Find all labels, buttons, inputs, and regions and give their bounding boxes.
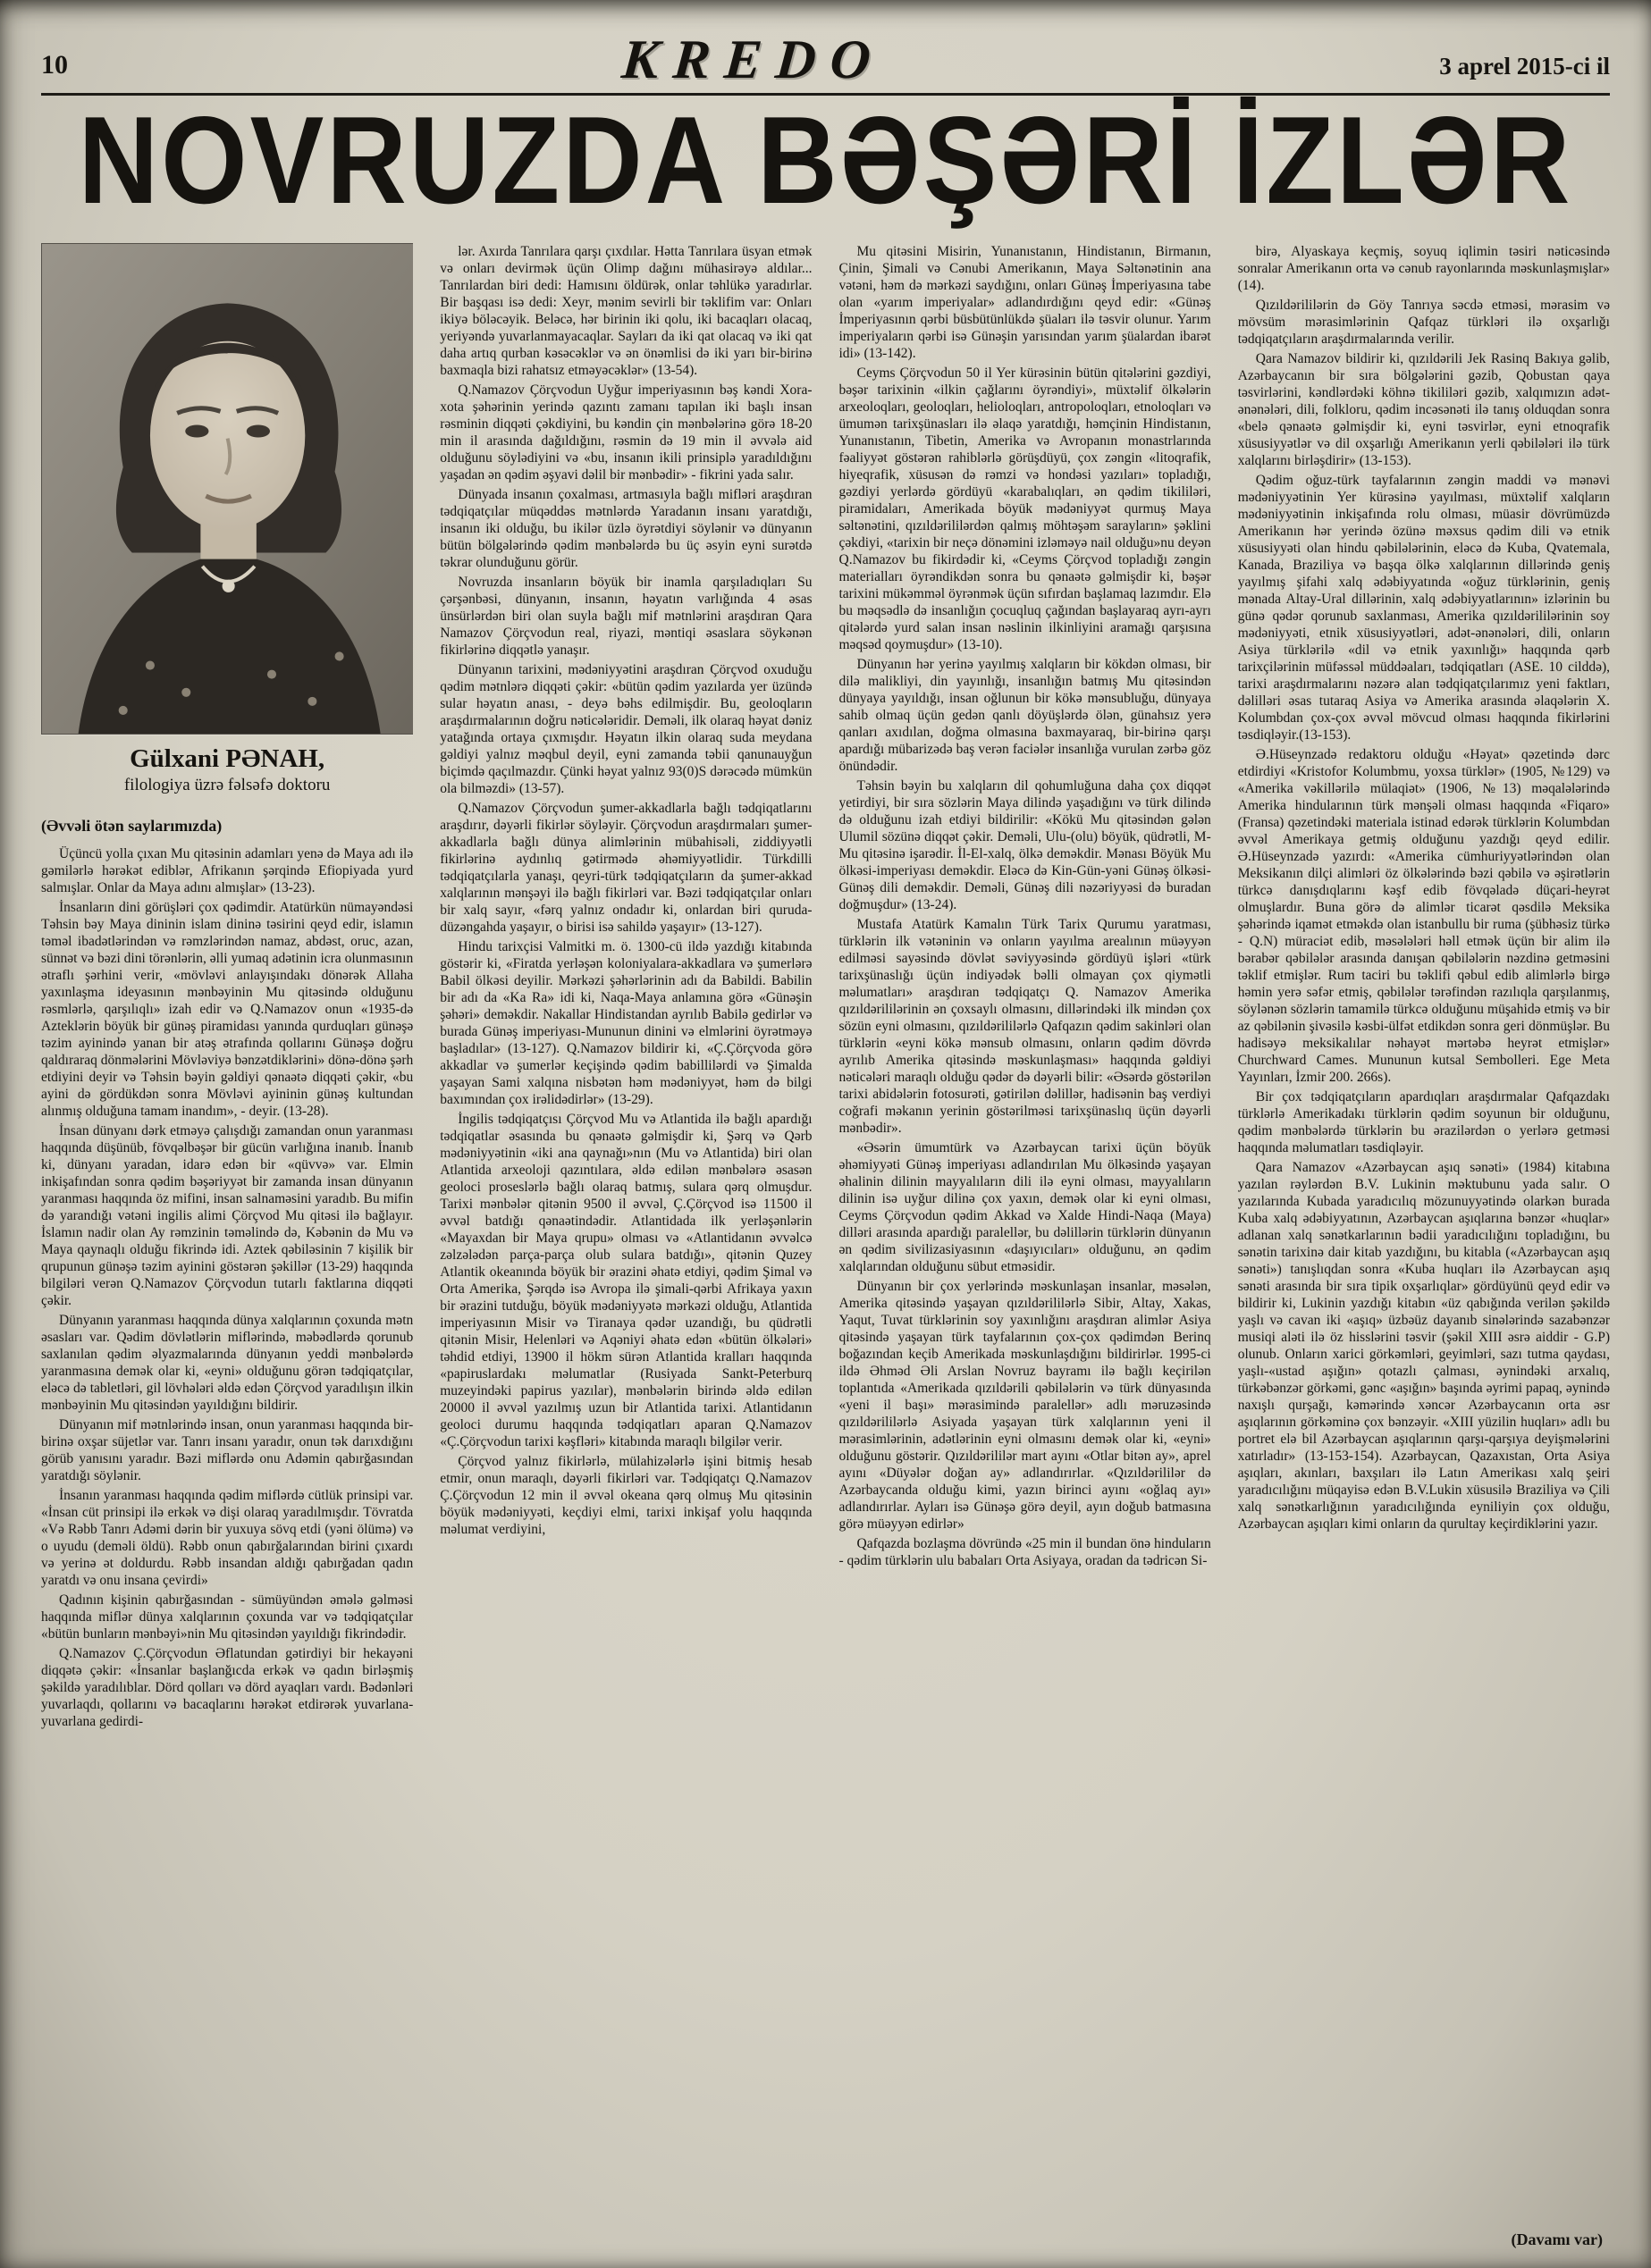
page-number: 10 — [41, 50, 68, 80]
article-paragraph: İngilis tədqiqatçısı Çörçvod Mu və Atlantida ilə bağlı apardığı tədqiqatlar əsasında bu qənaətə gəlmişdir ki, Şərq və Qərb mədəniyyətinin «iki ana qaynağı»nın (Mu və Atlantida) biri olan Atlantida arxeoloji qazıntılara, əldə edilən mənbələrə əsasən geoloci proseslərlə bağlı olaraq batmış, sulara qərq olmuşdur. Tarixi mənbələr qitənin 9500 il əvvəl, Ç.Çörçvod isə 11500 il əvvəl batdığı qənaətindədir. Atlantidada ilk yerləşənlərin «Mayaxdan bir Maya qrupu» olması və «Atlantidanın əvvəlcə zəlzələdən parça-parça olub sulara batdığı», qitənin Quzey Atlantik okeanında böyük bir ərazini əhatə etdiyi, qədim Şimal və Orta Amerika, Şərqdə isə Avropa ilə şimali-qərbi Afrikaya yaxın bir ərazini tutduğu, böyük mədəniyyətə mərkəzi olduğu, Atlantida imperiyasının Misir və Tiranaya qədər uzandığı, bu qüdrətli qitənin Misir, Helenləri və Aqəniyi əhatə edən «bütün ölkələri» təhdid etdiyi, 13900 il hökm sürən Atlantida kralları haqqında «papiruslardakı məlumatlar (Rusiyada Sankt-Peterburq muzeyindəki papirus yazılar), mənbələrin birində əldə edilən 20000 il əvvəl yazılmış uzun bir Atlantida tarixi. Atlantidanın geoloci durumu haqqında tədqiqatları aparan Q.Namazov «Ç.Çörçvodun tarixi kəşfləri» kitabında maraqlı bilgilər verir. — [440, 1112, 813, 1449]
author-photo-graphic — [42, 244, 413, 734]
article-paragraph: Q.Namazov Çörçvodun şumer-akkadlarla bağlı tədqiqatlarını araşdırır, dəyərli fikirlər söyləyir. Çörçvodun araşdırmaları şumer-akkadlarla bağlı dünya alimlərinin mübahisəli, ziddiyyətli fikirlərinə aydınlıq gətirmədə əhəmiyyətlidir. Türkdilli tədqiqatçılarla yanaşı, qeyri-türk tədqiqatçıların da şumer-akkad xalqlarının mənşəyi ilə bağlı fikirləri var. Bəzi tədqiqatçılar onları bir xalq sayır, «fərq yalnız ondadır ki, onlardan biri quruda-düzəngahda yaşayır, o birisi isə sahildə yaşayır» (13-127). — [440, 801, 813, 935]
article-column-2 — [440, 243, 812, 2250]
column-3-text — [839, 243, 1211, 2250]
author-title: filologiya üzrə fəlsəfə doktoru — [123, 775, 331, 794]
article-columns — [41, 243, 1610, 2250]
article-paragraph: Dünyada insanın çoxalması, artmasıyla bağlı mifləri araşdıran tədqiqatçılar müqəddəs mətnlərdə Yaradanın insanı yaratdığı, insanın iki olduğu, bu ikilər üzlə öyrətdiyi söylənir və dünyanın bütün bölgələrində qədim mənbələrdə bu üç əsyin eyni surətdə təkrar olunduğunu görür. — [440, 487, 813, 570]
article-paragraph: Hindu tarixçisi Valmitki m. ö. 1300-cü ildə yazdığı kitabında göstərir ki, «Firatda yerləşən koloniyalara-akkadlara və şumerlərə Babil ölkəsi deyilir. Mərkəzi şəhərlərinin adı da Babildi. Babilin bir adı da «Ka Ra» idi ki, Naqa-Maya anlamına görə «Günəşin şəhəri» deməkdir. Nakallar Hindistandan ayrılıb Babilə gedirlər və burada Günəş imperiyası-Mununun dinini və elmlərini öyrətməyə başladılar» (13-127). Q.Namazov bildirir ki, «Ç.Çörçvoda görə akkadlar və şumerlər keçişində qədim babillilərdi və Şimalda yaşayan Sami xalqına nisbətən həm mədəniyyət, həm də bilgi baxımından çox irəlidədirlər» (13-29). — [440, 939, 813, 1107]
author-photo — [41, 243, 413, 735]
article-paragraph: Çörçvod yalnız fikirlərlə, mülahizələrlə işini bitmiş hesab etmir, onun maraqlı, dəyərli fikirləri var. Tədqiqatçı Q.Namazov Ç.Çörçvodun 12 min il əvvəl okeana qərq olmuş Mu qitəsinin böyük mədəniyyəti, keçdiyi elmi, tarixi inkişaf yolu haqqında məlumat verdiyini, — [440, 1454, 813, 1537]
article-column-1 — [41, 243, 413, 2250]
article-paragraph: Q.Namazov Çörçvodun Uyğur imperiyasının bəş kəndi Xora-xota şəhərinin yerində qazıntı zamanı tapılan iki başlı insan rəsminin diqqəti çəkdiyini, bu kəndin çin mənbələrinə görə 18-20 min il arasında dağıldığını, rəsmin də 19 min il əvvələ aid olduğunu söylədiyini və «bu, insanın ikili prinsiplə yaradıldığını yaşadan ən qədim əşyavi dəlil bir mənbədir» - fikrini yada salır. — [440, 382, 813, 483]
author-name: Gülxani PƏNAH, — [130, 744, 325, 773]
article-paragraph: «Əsərin ümumtürk və Azərbaycan tarixi üçün böyük əhəmiyyəti Günəş imperiyası adlandırılan Mu ölkəsində yaşayan əhalinin dilinin mayyalıların dili ilə eyni olması, mayyalıların dilinin isə uyğur dilinə çox yaxın, demək olar ki eyni olması, Ceyms Çörçvodun qədim Akkad və Xalde Hindi-Naqa (Maya) dilləri arasında apardığı paralellər, bu dəlillərin türklərin dünyanın ən qədim sivilizasiyasının «daşıyıcıları» olduğunu, ən qədim xalqlarından olduğunu sübut etməsidir. — [838, 1140, 1211, 1274]
article-paragraph: Dünyanın bir çox yerlərində məskunlaşan insanlar, məsələn, Amerika qitəsində yaşayan qızıldərililərlə Sibir, Altay, Xakas, Yaqut, Tuvat türklərinin soy yaxınlığını araşdıran alimlər Asiya qitəsində yaşayan türk tayfalarının çox-çox qədimdən Berinq boğazından keçib Amerikada məskunlaşdığını bildirirlər. 1995-ci ildə Əhməd Əli Arslan Novruz bayramı ilə bağlı keçirilən toplantıda «Amerikada qızıldərili qəbilələrin və türk dünyasında «yeni il başı» mərasimində paralellər» adlı məruzəsində qızıldərililərlə Asiyada yaşayan türk xalqlarının yeni il mərasimlərinin, adətlərinin eyni olmasını demək olar ki, «eyni» olduğunu göstərir. Qızıldərililər mart ayını «Otlar bitən ay», aprel ayını «Düyələr doğan ay» adlandırırlar. «Qızıldərililər də Azərbaycanda olduğu kimi, yazın birinci ayını «oğlaq ayı» adlandırırlar. Ayları isə Günəşə görə deyil, ayın doğub batmasına görə müəyyən edirlər» — [838, 1279, 1211, 1532]
article-paragraph: lər. Axırda Tanrılara qarşı çıxdılar. Hətta Tanrılara üsyan etmək və onları devirmək üçün Olimp dağını mühasirəyə aldılar... Tanrılardan biri dedi: Hamısını öldürək, onlar təhlükə yaradırlar. Bir başqası isə dedi: Xeyr, mənim sevirli bir təklifim var: Onları ikiyə böləcəyik. Beləcə, hər birinin iki qolu, iki bacaqları olacaq, yeriyəndə yuvarlanmayacaqlar. Sayları da iki qat olacaq və iki qat daha artıq qurban kəsəcəklər və ən önəmlisi də iki yarı bir-birinə baxmaqla bizi rahatsız etməyəcəklər» (13-54). — [440, 244, 813, 378]
article-paragraph: Qafqazda bozlaşma dövründə «25 min il bundan önə hinduların - qədim türklərin ulu babaları Orta Asiyaya, oradan da tədricən Si- — [838, 1536, 1211, 1568]
article-paragraph: Q.Namazov Ç.Çörçvodun Əflatundan gətirdiyi bir hekayəni diqqətə çəkir: «İnsanlar başlanğıcda erkək və qadın birləşmiş şəkildə yaradılıblar. Dörd qolları və dörd ayaqları vardı. Bədənləri yuvarlaqdı, qollarını və bacaqlarını hərəkət etdirərək yuvarlana-yuvarlana gedirdi- — [41, 1646, 414, 1730]
article-paragraph: Bir çox tədqiqatçıların apardıqları araşdırmalar Qafqazdakı türklərlə Amerikadakı türklərin qədim soyunun bir olduğunu, qədim mənbələrdə türklərin bu ərazilərdən o yerlərə getməsi haqqında məlumatları təsdiqləyir. — [1237, 1089, 1610, 1155]
issue-date: 3 aprel 2015-ci il — [1439, 53, 1610, 80]
article-paragraph: İnsanın yaranması haqqında qədim miflərdə cütlük prinsipi var. «İnsan cüt prinsipi ilə erkək və dişi olaraq yaradılmışdır. Tövratda «Və Rəbb Tanrı Adəmi dərin bir yuxuya sövq etdi (yəni ölümə) və o uyudu (deməli öldü). Rəbb onun qabırğalarından birini çıxardı və yerinə ət doldurdu. Rəbb insandan aldığı qabırğadan qadın yaratdı və onu insana çevirdi» — [41, 1488, 414, 1589]
article-paragraph: Ə.Hüseynzadə redaktoru olduğu «Həyat» qəzetində dərc etdirdiyi «Kristofor Kolumbmu, yoxsa türklər» (1905, №129) və «Amerika vəkillərilə mülaqiət» (1906, №13) məqalələrində Amerika hindularının türk mənşəli olması haqqında «Fiqaro» (Fransa) qəzetindəki materiala istinad edərək türklərin Kolumbdan əvvəl Amerikaya getmiş olduğunu yazdığı qeyd edilir. Ə.Hüseynzadə yazırdı: «Amerika cümhuriyyətlərindən olan Meksikanın dilçi alimləri öz ölkələrində bəzi qəbilə və əşirətlərin türkcə danışdıqlarını kəşf edib fövqəladə düçari-heyrət olmuşlardır. Buna görə də alimlər ticarət qəsdilə Meksika şəhərində iqamət etməkdə olan istanbullu bir ruma (şübhəsiz türkə - Q.N) müraciət edib, məsələləri həll etmək üçün bir alim ilə bərabər qəbilələr arasında danışan qəbilələrin nəzdinə getməsini təklif etmişlər. Rum taciri bu təklifi qəbul edib alimlərlə birgə həmin yerə səfər etmiş, qəbilələr tərəfindən razılıqla qarşılanmış, söylənən sözlərin tamamilə türkcə olduğunu müşahidə etmiş və bir az qəbilənin şivəsilə kəsbi-ülfət etdikdən sonra geri dönmüşlər. Bu hadisəyə meksikalılar nəhayət mərtəbə heyrət etmişlər» Churchward Cames. Mununun kutsal Sembolleri. Ege Meta Yayınları, İzmir 200. 266s). — [1237, 747, 1610, 1085]
article-headline: NOVRUZDA BƏŞƏRİ İZLƏR — [78, 95, 1573, 231]
photo-caption — [41, 735, 413, 796]
article-paragraph: Qadının kişinin qabırğasından - sümüyündən əmələ gəlməsi haqqında miflər dünya xalqlarının çoxunda var və tədqiqatçılar «bütün bunların mənbəyi»nin Mu qitəsindən yayıldığı fikrindədir. — [41, 1592, 414, 1642]
article-paragraph: Qara Namazov bildirir ki, qızıldərili Jek Rasinq Bakıya gəlib, Azərbaycanın bir sıra bölgələrini gəzib, Qobustan qaya təsvirlərini, kəndlərdəki köhnə tikililəri gəzib, xalqımızın adət-ənənələri, dili, folkloru, qədim incəsənəti ilə tanış olduqdan sonra «belə qənaətə gəlmişdir ki, eyni təsvirlər, eyni etnoqrafik xüsusiyyətlər və dil oxşarlığı Amerikanın yerli qəbilələri ilə türk xalqlarını birləşdirir» (13-153). — [1237, 351, 1610, 468]
article-paragraph: Qədim oğuz-türk tayfalarının zəngin maddi və mənəvi mədəniyyətinin Yer kürəsinə yayılması, müxtəlif xalqların mədəniyyətinin inkişafında rolu olması, müasir dövrümüzdə Amerikanın hər yerində özünə məxsus qədim dili və etnik xüsusiyyəti olan hindu qəbilələrinin, eləcə də Kuba, Qvatemala, Kanada, Braziliya və başqa ölkə xalqlarının dillərində geniş yayılmış şifahi xalq ədəbiyyatında «oğuz türklərinin, geniş mənada Altay-Ural dillərinin, xalq ədəbiyyatlarının» izlərinin bu günə qədər qorunub saxlanması, Amerika qızıldərililərinin soy mədəniyyəti, etnik xüsusiyyətləri, adət-ənənələri, dili, onların Asiya türklərilə «dil və etnik yaxınlığı» haqqında qərb tarixçilərinin müfəssəl müddəaları, tədqiqatları (ASE. 10 cilddə), tarixi araşdırmalarını nəzərə alan tədqiqatçılarımız yeni faktları, dəlilləri əsas tutaraq Asiya və Amerika arasında əlaqələrin X. Kolumbdan çox-çox əvvəl mövcud olması haqqında fikirlərini təsdiqləyir.(13-153). — [1237, 473, 1610, 743]
article-paragraph: Mu qitəsini Misirin, Yunanıstanın, Hindistanın, Birmanın, Çinin, Şimali və Cənubi Amerikanın, Maya Səltənətinin ana vətəni, həm də mərkəzi saydığını, onları Günəş İmperiyasına tabe olan «yarım imperiyalar» adlandırdığını qeyd edir: «Günəş İmperiyasının qərbi büsbütünlükdə şüaları ilə təsvir olunur. Yarım imperiyaların qərbi isə Günəşin yarısından yarım şüalardan ibarət idi» (13-142). — [838, 244, 1211, 361]
article-paragraph: Dünyanın mif mətnlərində insan, onun yaranması haqqında bir-birinə oxşar süjetlər var. Tanrı insanı yaradır, onun tək darıxdığını görüb yanısını yaradır. Bəzi miflərdə onu Adəmin qabırğasından yaratdığı söylənir. — [41, 1417, 414, 1484]
article-paragraph: Ceyms Çörçvodun 50 il Yer kürəsinin bütün qitələrini gəzdiyi, bəşər tarixinin «ilkin çağlarını öyrəndiyi», müxtəlif ölkələrin arxeoloqları, geoloqları, helioloqları, antropoloqları, etnoloqları və ümumən tarixşünasları ilə əlaqə yaratdığı, həmçinin Hindistanın, Yunanıstanın, Tibetin, Amerika və Avropanın monastrlarında fəaliyyət göstərən rahiblərlə görüşdüyü, çox zəngin «litoqrafik, hiyeqrafik, xüsusən də rəmzi və hondəsi yazıları» topladığı, gəzdiyi yerlərdə gördüyü «karabalıqları, ən qədim tikililəri, piramidaları, Amerikada böyük mədəniyyət qurmuş Maya səltənətini, qızıldərililərdən qalmış möhtəşəm sarayların» şəklini çəkdiyi, «tarixin bir neçə dönəmini izləməyə nail olduğu»nu deyən Q.Namazov bu fikirdədir ki, «Ceyms Çörçvod topladığı zəngin materialları öyrəndikdən sonra bu qənaətə gəlmişdir ki, bəşər tarixini mükəmməl öyrənmək üçün sıfırdan başlamaq lazımdır. Elə bu məqsədlə də insanlığın çocuqluq çağından başlayaraq ayrı-ayrı qitələrdə yurd salan insan nəslinin ilkinliyini aramağı qarşısına məqsəd qoymuşdur» (13-10). — [838, 365, 1211, 652]
masthead-title: KREDO — [619, 29, 888, 90]
lead-note: (Əvvəli ötən saylarımızda) — [41, 817, 223, 836]
column-2-text — [440, 243, 812, 2250]
article-paragraph: İnsan dünyanı dərk etməyə çalışdığı zamandan onun yaranması haqqında düşünüb, fövqəlbəşər bir gücün varlığına inanıb. İnanıb ki, dünyanı yaradan, idarə edən bir «qüvvə» var. Elmin inkişafından sonra qədim bəşəriyyət bir zamanda insan dünyanın yaranması haqqında öz mifini, insan salnaməsini yaradıb. Bu mifin də yarandığı vətəni ingilis alimi Çörçvod Mu qitəsi ilə bağlayır. İslamın nadir olan Ay rəmzinin təməlində də, Kəbənin də Mu və Maya qaynaqlı olduğu fikrində idi. Aztek qəbiləsinin 7 kişilik bir qrupunun günəşə təzim ayinini göstərən şəkillər (13-29) haqqında bilgiləri verən Q.Namazov Çörçvodun tutarlı faktlarına diqqəti çəkir. — [41, 1123, 414, 1309]
article-paragraph: birə, Alyaskaya keçmiş, soyuq iqlimin təsiri nəticəsində sonralar Amerikanın orta və cənub rayonlarında məskunlaşmışlar» (14). — [1237, 244, 1610, 293]
article-paragraph: Təhsin bəyin bu xalqların dil qohumluğuna daha çox diqqət yetirdiyi, bir sıra sözlərin Maya dilində yaşadığını və türk dilində də olduğunu izah etdiyi bildirilir: «Kökü Mu qitəsindən gələn Ulumil sözünə diqqət çəkir. Deməli, Ulu-(olu) böyük, qüdrətli, M-Mu qitəsinə işarədir. İl-El-xalq, ölkə deməkdir. Mənası Böyük Mu ölkəsi-imperiyası deməkdir. Eləcə də Kin-Gün-yəni Günəş ölkəsi-Günəş dili deməkdir. Deməli, Günəş dili nəzəriyyəsi də buradan doğmuşdur» (13-24). — [838, 778, 1211, 912]
article-paragraph: Dünyanın yaranması haqqında dünya xalqlarının çoxunda mətn əsasları var. Qədim dövlətlərin miflərində, məbədlərdə qorunub saxlanılan qədim əlyazmalarında dünyanın yeddi mənbələrdə yaranmasına demək olar ki, «eyni» olduğunu görən tədqiqatçılar, eləcə də tabletləri, gil lövhələri əldə edən Çörçvod yaradılışın ilkin mənbəyinin Mu qitəsindən yayıldığını bildirir. — [41, 1313, 414, 1414]
page-header — [41, 13, 1610, 96]
article-paragraph: İnsanların dini görüşləri çox qədimdir. Atatürkün nümayəndəsi Təhsin bəy Maya dininin islam dininə təsirini qeyd edir, islamın təməl ibadətlərindən və rəmzlərindən namaz, abdəst, oruc, azan, sünnət və bəzi dini törənlərin, əlli yumaq adətinin icra olunmasının ətraflı şərhini verir, «mövləvi anlayışındakı dönərək Allaha yaxınlaşma ideyasının mənbəyinin Mu qitəsində olduğunu rəsmlərlə, qarşılıqlı» izah edir və Q.Namazov onun «1935-də Azteklərin böyük bir günəş piramidası yanında qurduqları günəşə təzim ayinində yanan bir atəş ətrafında qollarını Günəşə doğru qaldıraraq dönmələrini Mövləviyə bənzətdiklərini» dönə-dönə şərh etdiyini deyir və Təhsin bəyin gəldiyi qənaətə diqqəti çəkir, «bu ayini də gördükdən sonra Mövləvi ayininin günəş kultundan alınmış olduğuna tamam inandım», - deyir. (13-28). — [41, 900, 414, 1120]
article-column-4 — [1238, 243, 1610, 2250]
article-paragraph: Qara Namazov «Azərbaycan aşıq sənəti» (1984) kitabına yazılan rəylərdən B.V. Lukinin məktubunu yada salır. O yazılarında Kubada yaradıcılıq mözunuyyətində olarkən burada Kuba xalq ədəbiyyatının, Azərbaycan aşıqlarına bənzər «huqlar» adlanan xalq sənətkarlarının bədii yaradıcılığını topladığını, bu sənətin tarixinə dair kitab yazdığını, bu kitabla («Azərbaycan aşıq sənəti») tanışlıqdan sonra «Kuba huqları ilə Azərbaycan aşıq sənəti arasında bir sıra tipik oxşarlıqlar» gördüyünü qeyd edir və bildirir ki, Lukinin yazdığı kitabın «üz qabığında verilən şəkildə yaşlı və cavan iki «aşıq» üzbəüz dayanıb sinələrində sazabənzər musiqi aləti ilə öz hisslərini təsvir (şəkil XIII əsrə aiddir - G.P) olunub. Onların xarici görkəmləri, geyimləri, sazı tutma qaydası, yaşlı-«ustad aşığın» qotazlı çalması, əynindəki arxalıq, türkəbənzər görkəmi, gənc «aşığın» başında əyrimi papaq, əynində naxışlı qurşağı, kəmərində xəncər Azərbaycanın orta əsr aşıqlarının görkəminə çox bənzəyir. «XIII yüzilin huqları» adlı bu portret elə bil Azərbaycan aşıqlarının qarşı-qarşıya deyişmələrini xatırladır» (13-153-154). Azərbaycan, Qazaxıstan, Orta Asiya aşıqları, akınları, baxşıları ilə Latın Amerikası xalq şeiri yaradıcılığını müqayisə edən B.V.Lukin xüsusilə Braziliya və Çili xalq sənətkarlığının yaradıcılığında eyniliyin çox olduğu, Azərbaycan aşıqları kimi onların da qurultay keçirdiklərini yazır. — [1237, 1160, 1610, 1532]
column-4-text — [1238, 243, 1610, 2226]
article-paragraph: Mustafa Atatürk Kamalın Türk Tarix Qurumu yaratması, türklərin ilk vətəninin və onların yayılma arealının müəyyən edilməsi sayəsində dövlət səviyyəsində gördüyü işləri «türk tarixşünaslığı üçün indiyədək bəlli olmayan çox qiymətli məlumatları» araşdıran tədqiqatçı Q. Namazov Amerika qızıldərililərinin ən çoxsaylı olmasını, dillərindəki ilk mindən çox sözün eyni olmasını, qızıldərililərlə Qafqazın qədim sakinləri olan türklərin «eyni kökə mənsub olmasını, onların qədim dövrdə ayrılıb Amerika qitəsində məskunlaşması» haqqında gəldiyi nəticələri maraqlı olduğu qədər də dəyərli bilir: «Əsərdə göstərilən tarixi abidələrin fotosurəti, gətirilən dəlillər, hadisənin baş verdiyi coğrafi məkanın yerinin göstərilməsi tarixşünaslıq üçün dəyərli mənbədir». — [838, 917, 1211, 1136]
column-1-text — [41, 845, 413, 2250]
article-column-3 — [839, 243, 1211, 2250]
article-paragraph: Dünyanın hər yerinə yayılmış xalqların bir kökdən olması, bir dilə malikliyi, din yayınlığı, insanlığın batmış Mu qitəsindən dünyaya yayıldığı, insan oğlunun bir kökə mənsubluğu, dünyaya sahib olmaq üçün gedən qanlı döyüşlərdə ölən, günahsız yerə qanları axıdılan, doğma olmasına baxmayaraq, bir-birinə qarşı apardığı mübarizədə baş verən faciələr insanlığa vurulan zərbə göz önündədir. — [838, 657, 1211, 774]
article-paragraph: Dünyanın tarixini, mədəniyyətini araşdıran Çörçvod oxuduğu qədim mətnlərə diqqəti çəkir: «bütün qədim yazılarda yer üzündə sular həyatın anası, - deyə bəhs edilmişdir. Bu, geoloqların araşdırmalarının doğru nəticələridir. Deməli, ilk olaraq həyat dəniz yatağında ortaya çıxmışdır. Həyatın ilkin olaraq suda meydana gəldiyi yalnız məqbul deyil, eyni zamanda təbii qanunauyğun biçimdə qaçılmazdır. Çünki həyat yalnız 93(0)S dərəcədə mümkün ola bilməzdi» (13-57). — [440, 662, 813, 796]
continuation-note: (Davamı var) — [1511, 2230, 1603, 2248]
article-paragraph: Üçüncü yolla çıxan Mu qitəsinin adamları yenə də Maya adı ilə gəmilərlə hərəkət ediblər, Afrikanın şərqində Efiopiyada yurd salmışlar. Onlar da Maya adını almışlar» (13-23). — [41, 846, 414, 896]
article-paragraph: Qızıldərililərin də Göy Tanrıya səcdə etməsi, mərasim və mövsüm mərasimlərinin Qafqaz türkləri ilə oxşarlığı tədqiqatçıların araşdırmalarında verilir. — [1237, 298, 1610, 347]
article-paragraph: Novruzda insanların böyük bir inamla qarşıladıqları Su çərşənbəsi, dünyanın, insanın, həyatın varlığında 4 əsas ünsürlərdən biri olan suyla bağlı mif mətnlərini araşdıran Qara Namazov Çörçvodun real, riyazi, məntiqi əsaslara söykənən fikirlərinə diqqətlə yanaşır. — [440, 575, 813, 658]
